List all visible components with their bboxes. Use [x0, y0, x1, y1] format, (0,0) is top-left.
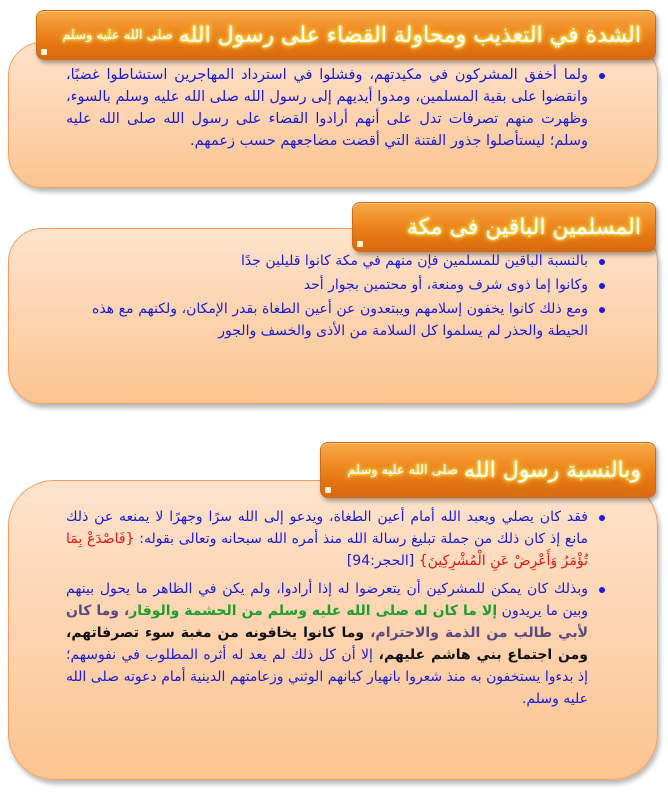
section1-bullet: ولما أخفق المشركون في مكيدتهم، وفشلوا في استرداد المهاجرين استشاطوا غضبًا، وانقضوا على بقية المسلمين، ومدوا أيديهم إلى رسول الله صلى الله عليه وسلم بالسوء، وظهرت منهم تصرفات تدل على أنهم أرادوا القضاء على رسول الله صلى الله عليه وسلم؛ ليستأصلوا جذور الفتنة التي أقضت مضاجعهم حسب زعمهم.	[66, 64, 588, 152]
section3-bullet-2	[66, 578, 588, 710]
section3-bullet-1	[66, 506, 588, 572]
quran-verse: {فَاصْدَعْ بِمَا تُؤْمَرُ وَأَعْرِضْ عَنِ الْمُشْرِكِينَ}	[66, 531, 588, 569]
section2-body	[92, 250, 606, 348]
bullet1-text: فقد كان يصلي ويعبد الله أمام أعين الطغاة، ويدعو إلى الله سرًا وجهرًا لا يمنعه عن ذلك مانع إذ كان ذلك من جملة تبليغ رسالة الله منذ أمره الله سبحانه وتعالى بقوله:	[66, 509, 588, 547]
section3-body	[66, 506, 606, 716]
section3-title-honorific: صلى الله عليه وسلم	[347, 462, 458, 478]
title-corner-marker	[41, 49, 47, 55]
section2-bullet: بالنسبة الباقين للمسلمين فإن منهم في مكة كانوا قليلين جدًا	[92, 250, 588, 272]
title-corner-marker	[325, 487, 331, 493]
title-corner-marker	[357, 241, 363, 247]
section1-title-bar	[36, 10, 656, 60]
section3-title: وبالنسبة رسول الله	[463, 457, 641, 483]
bullet2-part5: إلا أن كل ذلك لم يعد له أثره المطلوب في نفوسهم؛ إذ بدءوا يستخفون به منذ شعروا بانهيار كيانهم الوثني وزعامتهم الدينية أمام دعوته صلى الله عليه وسلم.	[66, 647, 588, 707]
section1-title: الشدة في التعذيب ومحاولة القضاء على رسول الله	[178, 22, 641, 48]
quran-citation: [الحجر:94]	[346, 553, 419, 569]
bullet2-purple-phrase: ، وما كان لأبي طالب من الذمة والاحترام،	[66, 603, 588, 641]
bullet2-green-phrase: إلا ما كان له صلى الله عليه وسلم من الحشمة والوقار	[129, 603, 498, 619]
bullet2-black-phrase: وما كانوا يخافونه من مغبة سوء تصرفاتهم، ومن اجتماع بني هاشم عليهم،	[66, 625, 589, 663]
section2-bullet: ومع ذلك كانوا يخفون إسلامهم ويبتعدون عن أعين الطغاة بقدر الإمكان، ولكنهم مع هذه الحيطة والحذر لم يسلموا كل السلامة من الأذى والخسف والجور	[92, 298, 588, 342]
section2-bullet: وكانوا إما ذوى شرف ومنعة، أو محتمين بجوار أحد	[92, 274, 588, 296]
section1-title-honorific: صلى الله عليه وسلم	[62, 27, 173, 43]
section3-title-bar	[320, 442, 656, 498]
section2-title: المسلمين الباقين فى مكة	[406, 214, 641, 240]
bullet2-part1: وبذلك كان يمكن للمشركين أن يتعرضوا له إذا أرادوا، ولم يكن في الظاهر ما يحول بينهم وبين ما يريدون	[66, 581, 588, 619]
section1-body	[66, 64, 606, 158]
section2-title-bar	[352, 202, 656, 252]
